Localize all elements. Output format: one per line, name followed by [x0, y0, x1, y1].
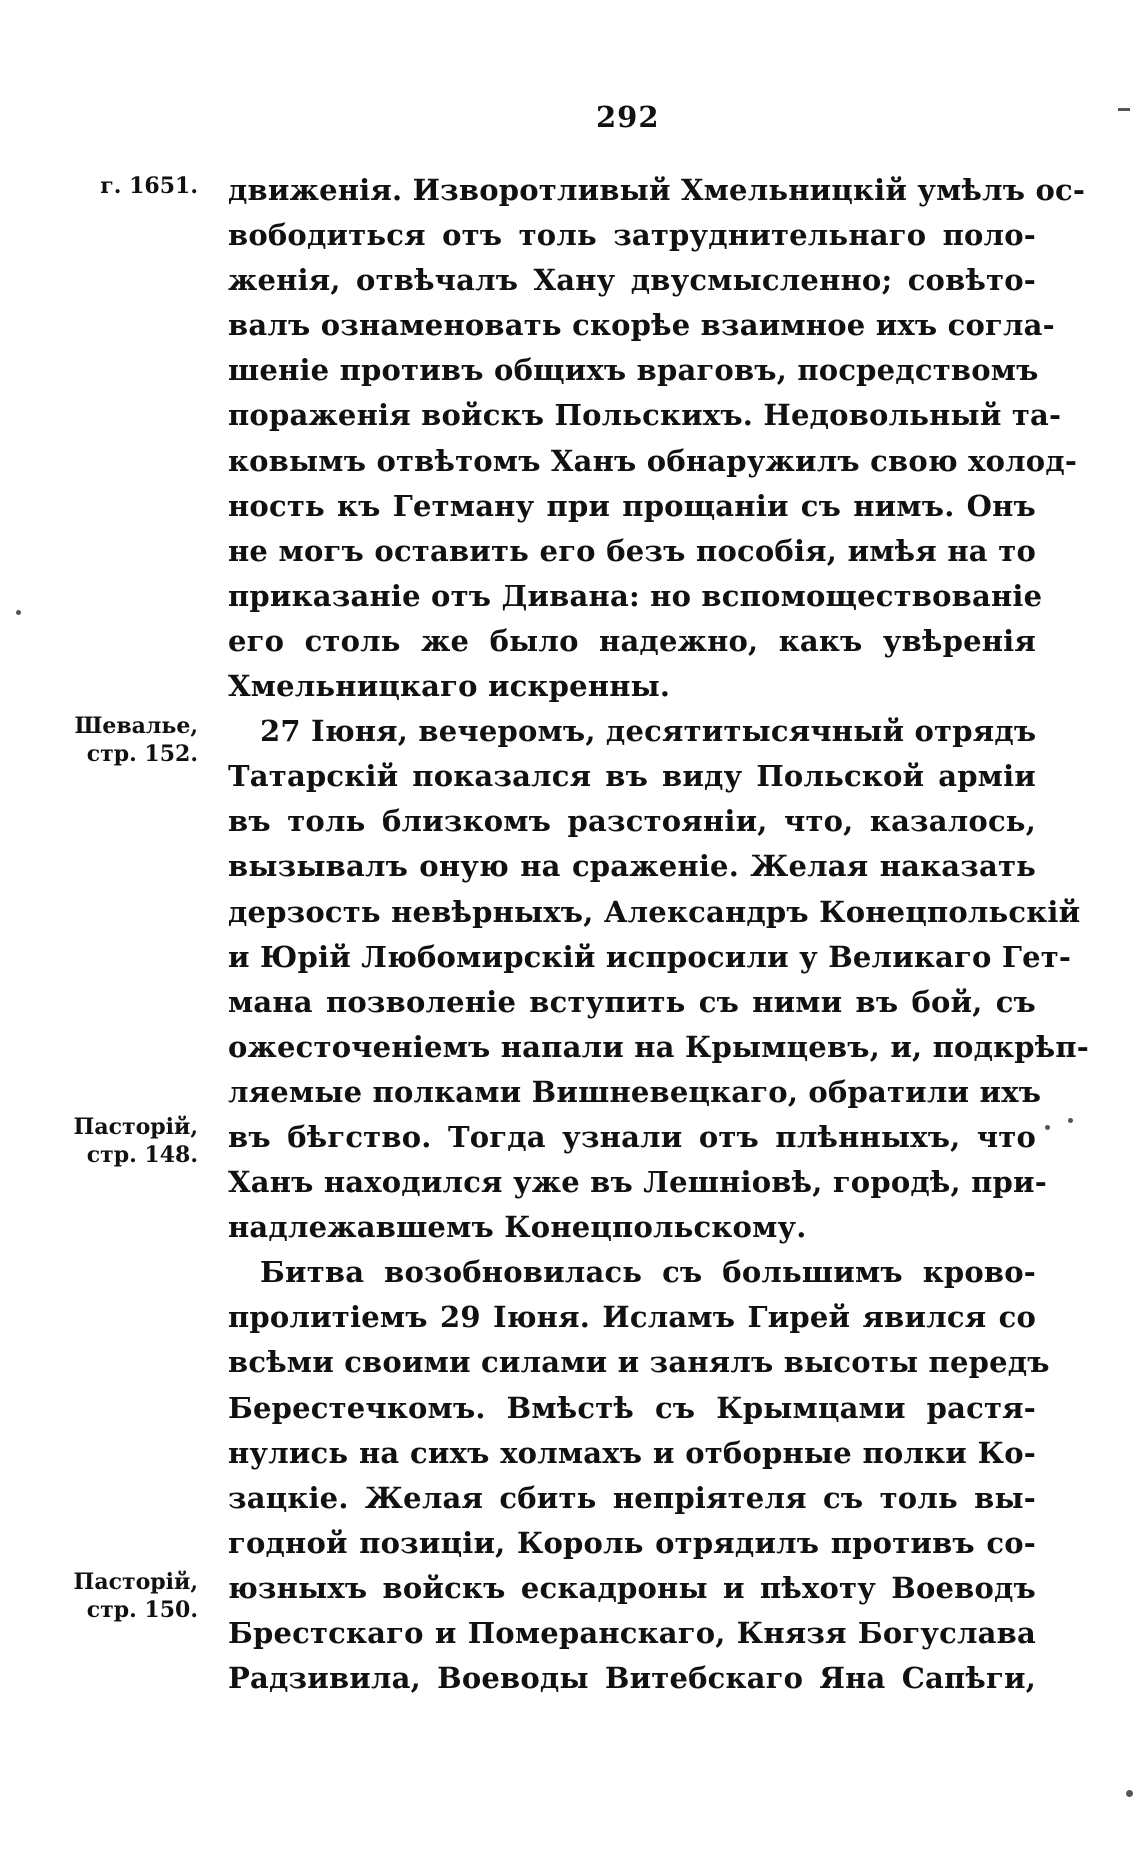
- text-line: юзныхъ войскъ ескадроны и пѣхоту Воеводъ: [228, 1570, 1036, 1605]
- margin-note-line: Шевалье,: [74, 713, 198, 739]
- text-line: его столь же было надежно, какъ увѣренія: [228, 623, 1036, 658]
- text-line: надлежавшемъ Конецпольскому.: [228, 1210, 807, 1245]
- text-line: годной позиціи, Король отрядилъ противъ со-: [228, 1525, 1036, 1560]
- scan-speck: [1126, 1790, 1133, 1797]
- margin-note-source: [58, 1568, 198, 1624]
- margin-note-line: Пасторій,: [73, 1114, 198, 1140]
- text-line: приказаніе отъ Дивана: но вспомоществованіе: [228, 578, 1043, 613]
- text-line: мана позволеніе вступить съ ними въ бой, съ: [228, 984, 1036, 1019]
- margin-note-year: [58, 172, 198, 200]
- margin-note-line: Пасторій,: [73, 1569, 198, 1595]
- text-line: пораженія войскъ Польскихъ. Недовольный та-: [228, 398, 1062, 433]
- scan-speck: [16, 610, 21, 615]
- page-number: 292: [596, 100, 660, 134]
- text-line: пролитіемъ 29 Іюня. Исламъ Гирей явился со: [228, 1300, 1036, 1335]
- scan-speck: [1068, 1118, 1073, 1123]
- text-line: движенія. Изворотливый Хмельницкій умѣлъ ос-: [228, 173, 1086, 207]
- margin-note-line: стр. 152.: [86, 741, 198, 767]
- text-line: вызывалъ оную на сраженіе. Желая наказать: [228, 849, 1036, 884]
- text-line: шеніе противъ общихъ враговъ, посредствомъ: [228, 353, 1039, 388]
- scan-speck: [1118, 108, 1130, 111]
- text-line: въ бѣгство. Тогда узнали отъ плѣнныхъ, что: [228, 1119, 1036, 1154]
- margin-note-line: стр. 148.: [86, 1142, 198, 1168]
- text-line: вободиться отъ толь затруднительнаго поло-: [228, 218, 1036, 253]
- text-line: валъ ознаменовать скорѣе взаимное ихъ согла-: [228, 308, 1055, 343]
- text-line: всѣми своими силами и занялъ высоты передъ: [228, 1345, 1050, 1380]
- text-line: не могъ оставить его безъ пособія, имѣя на то: [228, 533, 1036, 568]
- text-line: Радзивила, Воеводы Витебскаго Яна Сапѣги,: [228, 1661, 1036, 1696]
- scan-speck: [1045, 1125, 1050, 1130]
- text-line: Татарскій показался въ виду Польской арміи: [228, 759, 1036, 794]
- margin-note-line: г. 1651.: [100, 173, 198, 199]
- text-line: Хмельницкаго искренны.: [228, 669, 671, 704]
- text-line: Брестскаго и Померанскаго, Князя Богуслава: [228, 1616, 1036, 1650]
- text-line: женія, отвѣчалъ Хану двусмысленно; совѣто-: [228, 263, 1036, 298]
- text-line: ность къ Гетману при прощаніи съ нимъ. Онъ: [228, 488, 1036, 523]
- text-line: дерзость невѣрныхъ, Александръ Конецпольскій: [228, 894, 1081, 929]
- text-line: Берестечкомъ. Вмѣстѣ съ Крымцами растя-: [228, 1390, 1036, 1425]
- paragraph-start-line: Битва возобновилась съ большимъ крово-: [260, 1255, 1036, 1290]
- margin-note-line: стр. 150.: [86, 1597, 198, 1623]
- paragraph-start-line: 27 Іюня, вечеромъ, десятитысячный отрядъ: [260, 714, 1037, 749]
- margin-note-source: [58, 1113, 198, 1169]
- text-line: нулись на сихъ холмахъ и отборные полки Ко-: [228, 1435, 1036, 1470]
- text-line: ляемые полками Вишневецкаго, обратили ихъ: [228, 1074, 1042, 1109]
- text-line: ожесточеніемъ напали на Крымцевъ, и, подкрѣп-: [228, 1029, 1090, 1064]
- text-line: Ханъ находился уже въ Лешніовѣ, городѣ, при-: [228, 1165, 1047, 1200]
- text-line: въ толь близкомъ разстояніи, что, казалось,: [228, 804, 1036, 839]
- margin-note-source: [58, 712, 198, 768]
- body-text: [228, 168, 1090, 1701]
- text-line: и Юрій Любомирскій испросили у Великаго Гет-: [228, 939, 1072, 974]
- text-line: зацкіе. Желая сбить непріятеля съ толь вы-: [228, 1480, 1036, 1515]
- text-line: ковымъ отвѣтомъ Ханъ обнаружилъ свою холод-: [228, 443, 1078, 478]
